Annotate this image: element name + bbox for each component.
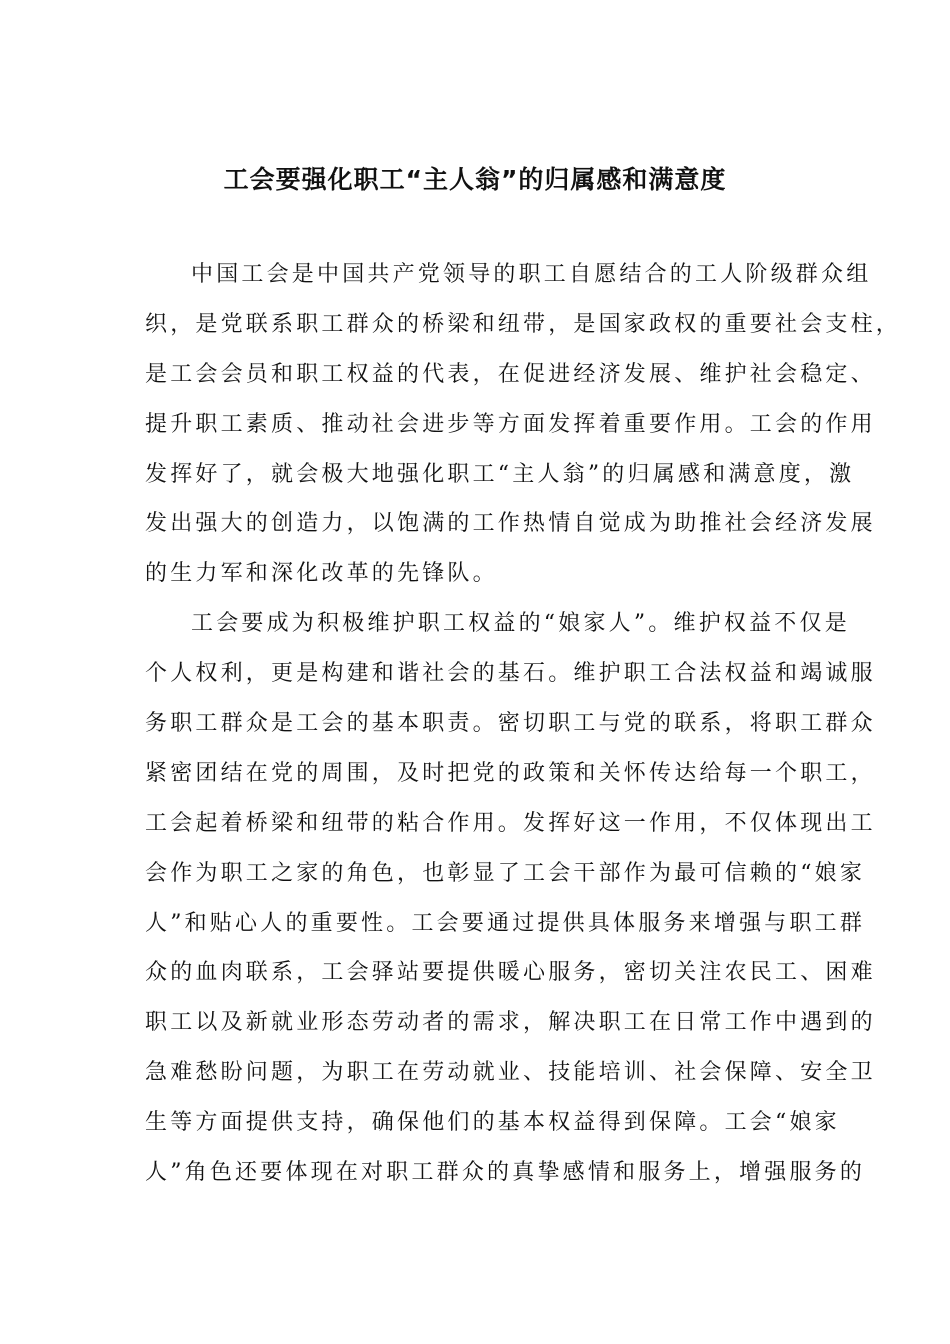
text-line: 人”角色还要体现在对职工群众的真挚感情和服务上，增强服务的 xyxy=(145,1160,866,1186)
text-line: 职工以及新就业形态劳动者的需求，解决职工在日常工作中遇到的 xyxy=(145,1010,876,1036)
text-line: 众的血肉联系，工会驿站要提供暖心服务，密切关注农民工、困难 xyxy=(145,960,876,986)
text-line: 个人权利，更是构建和谐社会的基石。维护职工合法权益和竭诚服 xyxy=(145,661,876,687)
text-line: 紧密团结在党的周围，及时把党的政策和关怀传达给每一个职工， xyxy=(145,760,876,786)
text-line: 中国工会是中国共产党领导的职工自愿结合的工人阶级群众组 xyxy=(191,262,872,287)
text-line: 会作为职工之家的角色，也彰显了工会干部作为最可信赖的“娘家 xyxy=(145,860,866,886)
text-line: 人”和贴心人的重要性。工会要通过提供具体服务来增强与职工群 xyxy=(145,910,866,936)
text-line: 工会要成为积极维护职工权益的“娘家人”。维护权益不仅是 xyxy=(191,611,850,637)
text-line: 生等方面提供支持，确保他们的基本权益得到保障。工会“娘家 xyxy=(145,1110,840,1136)
text-line: 工会起着桥梁和纽带的粘合作用。发挥好这一作用，不仅体现出工 xyxy=(145,810,876,836)
text-line: 织，是党联系职工群众的桥梁和纽带，是国家政权的重要社会支柱， xyxy=(145,311,902,337)
text-line: 提升职工素质、推动社会进步等方面发挥着重要作用。工会的作用 xyxy=(145,411,876,437)
document-body xyxy=(145,250,902,1198)
text-line: 发挥好了，就会极大地强化职工“主人翁”的归属感和满意度，激 xyxy=(145,461,855,487)
paragraph-1 xyxy=(145,250,902,599)
text-line: 务职工群众是工会的基本职责。密切职工与党的联系，将职工群众 xyxy=(145,711,876,737)
document-title: 工会要强化职工“主人翁”的归属感和满意度 xyxy=(223,165,727,194)
paragraph-2 xyxy=(145,599,876,1198)
text-line: 的生力军和深化改革的先锋队。 xyxy=(145,561,498,587)
text-line: 急难愁盼问题，为职工在劳动就业、技能培训、社会保障、安全卫 xyxy=(145,1060,876,1086)
text-line: 是工会会员和职工权益的代表，在促进经济发展、维护社会稳定、 xyxy=(145,361,876,387)
text-line: 发出强大的创造力，以饱满的工作热情自觉成为助推社会经济发展 xyxy=(145,511,876,537)
